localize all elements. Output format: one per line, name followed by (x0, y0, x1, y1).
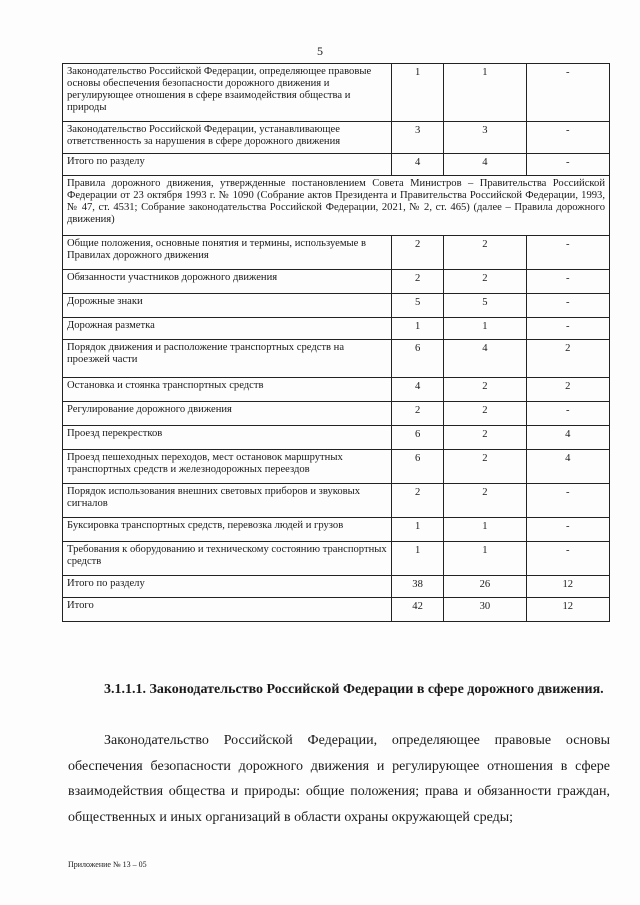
practice-hours-cell: - (526, 402, 609, 426)
theory-hours-cell: 26 (444, 576, 526, 598)
total-hours-cell: 3 (392, 122, 444, 154)
total-hours-cell: 2 (392, 270, 444, 294)
table-row (63, 64, 610, 122)
practice-hours-cell: - (526, 484, 609, 518)
table-row (63, 450, 610, 484)
topic-cell: Итого (63, 598, 392, 622)
total-hours-cell: 5 (392, 294, 444, 318)
table-row (63, 542, 610, 576)
theory-hours-cell: 3 (444, 122, 526, 154)
practice-hours-cell: 4 (526, 450, 609, 484)
practice-hours-cell: 12 (526, 576, 609, 598)
total-hours-cell: 1 (392, 318, 444, 340)
table-row (63, 484, 610, 518)
practice-hours-cell: - (526, 236, 609, 270)
theory-hours-cell: 2 (444, 378, 526, 402)
practice-hours-cell: - (526, 518, 609, 542)
table-row (63, 426, 610, 450)
topic-cell: Итого по разделу (63, 576, 392, 598)
theory-hours-cell: 2 (444, 450, 526, 484)
total-hours-cell: 6 (392, 426, 444, 450)
practice-hours-cell: - (526, 270, 609, 294)
theory-hours-cell: 2 (444, 484, 526, 518)
table-body (63, 64, 610, 622)
topic-cell: Порядок использования внешних световых приборов и звуковых сигналов (63, 484, 392, 518)
topic-cell: Регулирование дорожного движения (63, 402, 392, 426)
topic-cell: Остановка и стоянка транспортных средств (63, 378, 392, 402)
table-row (63, 318, 610, 340)
total-hours-cell: 1 (392, 542, 444, 576)
total-hours-cell: 38 (392, 576, 444, 598)
total-hours-cell: 4 (392, 154, 444, 176)
total-hours-cell: 1 (392, 518, 444, 542)
section-heading: 3.1.1.1. Законодательство Российской Федерации в сфере дорожного движения. (104, 682, 604, 697)
practice-hours-cell: 2 (526, 378, 609, 402)
total-hours-cell: 1 (392, 64, 444, 122)
practice-hours-cell: 12 (526, 598, 609, 622)
footer-note: Приложение № 13 – 05 (68, 860, 147, 869)
table-row (63, 154, 610, 176)
topic-cell: Общие положения, основные понятия и термины, используемые в Правилах дорожного движения (63, 236, 392, 270)
theory-hours-cell: 1 (444, 542, 526, 576)
practice-hours-cell: - (526, 294, 609, 318)
topic-cell: Законодательство Российской Федерации, определяющее правовые основы обеспечения безопасности дорожного движения и регулирующее отношения в сфере взаимодействия общества и природы (63, 64, 392, 122)
curriculum-table (62, 63, 610, 622)
table-section-row (63, 176, 610, 236)
total-hours-cell: 42 (392, 598, 444, 622)
theory-hours-cell: 4 (444, 154, 526, 176)
table-row (63, 236, 610, 270)
table-row (63, 378, 610, 402)
topic-cell: Порядок движения и расположение транспортных средств на проезжей части (63, 340, 392, 378)
total-hours-cell: 2 (392, 484, 444, 518)
practice-hours-cell: - (526, 64, 609, 122)
total-hours-cell: 2 (392, 402, 444, 426)
topic-cell: Дорожные знаки (63, 294, 392, 318)
theory-hours-cell: 2 (444, 270, 526, 294)
theory-hours-cell: 1 (444, 64, 526, 122)
theory-hours-cell: 1 (444, 518, 526, 542)
practice-hours-cell: - (526, 154, 609, 176)
section-title-cell: Правила дорожного движения, утвержденные постановлением Совета Министров – Правительства Российской Федерации от 23 октября 1993 г. № 1090 (Собрание актов Президента и Правительства Российской Федерации, 1993, № 47, ст. 4531; Собрание законодательства Российской Федерации, 2021, № 2, ст. 465) (далее – Правила дорожного движения) (63, 176, 610, 236)
total-hours-cell: 2 (392, 236, 444, 270)
table-row (63, 518, 610, 542)
page-number: 5 (317, 44, 323, 58)
table-row (63, 294, 610, 318)
table-row (63, 598, 610, 622)
topic-cell: Требования к оборудованию и техническому состоянию транспортных средств (63, 542, 392, 576)
practice-hours-cell: - (526, 542, 609, 576)
topic-cell: Законодательство Российской Федерации, устанавливающее ответственность за нарушения в сфере дорожного движения (63, 122, 392, 154)
table-row (63, 576, 610, 598)
topic-cell: Итого по разделу (63, 154, 392, 176)
theory-hours-cell: 1 (444, 318, 526, 340)
topic-cell: Буксировка транспортных средств, перевозка людей и грузов (63, 518, 392, 542)
theory-hours-cell: 4 (444, 340, 526, 378)
practice-hours-cell: - (526, 318, 609, 340)
table-row (63, 340, 610, 378)
theory-hours-cell: 5 (444, 294, 526, 318)
body-paragraph: Законодательство Российской Федерации, определяющее правовые основы обеспечения безопасности дорожного движения и регулирующее отношения в сфере взаимодействия общества и природы: общие положения; права и обязанности граждан, общественных и иных организаций в области охраны окружающей среды; (68, 733, 610, 825)
topic-cell: Проезд пешеходных переходов, мест остановок маршрутных транспортных средств и железнодорожных переездов (63, 450, 392, 484)
practice-hours-cell: 2 (526, 340, 609, 378)
table-row (63, 402, 610, 426)
table-row (63, 122, 610, 154)
total-hours-cell: 6 (392, 450, 444, 484)
practice-hours-cell: 4 (526, 426, 609, 450)
theory-hours-cell: 2 (444, 426, 526, 450)
total-hours-cell: 4 (392, 378, 444, 402)
topic-cell: Проезд перекрестков (63, 426, 392, 450)
table-row (63, 270, 610, 294)
total-hours-cell: 6 (392, 340, 444, 378)
topic-cell: Обязанности участников дорожного движения (63, 270, 392, 294)
practice-hours-cell: - (526, 122, 609, 154)
topic-cell: Дорожная разметка (63, 318, 392, 340)
theory-hours-cell: 2 (444, 402, 526, 426)
theory-hours-cell: 30 (444, 598, 526, 622)
theory-hours-cell: 2 (444, 236, 526, 270)
